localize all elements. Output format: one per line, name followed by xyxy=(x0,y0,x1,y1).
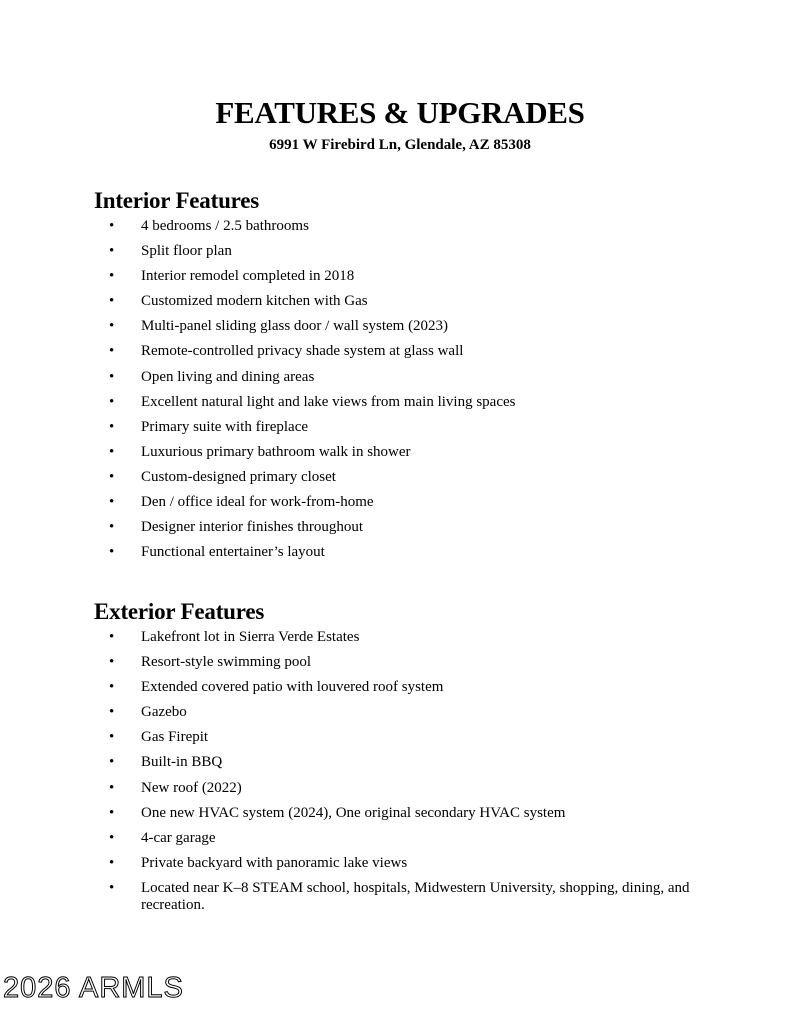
list-item xyxy=(94,780,701,797)
bullet-icon: • xyxy=(109,879,115,896)
list-item xyxy=(94,629,701,646)
list-item-text: Extended covered patio with louvered roof system xyxy=(141,679,444,696)
bullet-icon: • xyxy=(109,268,115,285)
bullet-icon: • xyxy=(109,679,115,696)
list-item-text: Den / office ideal for work-from-home xyxy=(141,494,374,511)
exterior-features-heading: Exterior Features xyxy=(94,599,265,624)
bullet-icon: • xyxy=(109,243,115,260)
list-item xyxy=(94,469,701,486)
list-item xyxy=(94,444,701,461)
list-item xyxy=(94,544,701,561)
list-item-text: Remote-controlled privacy shade system at glass wall xyxy=(141,343,464,360)
list-item-text: Custom-designed primary closet xyxy=(141,468,336,485)
bullet-icon: • xyxy=(109,754,115,771)
bullet-icon: • xyxy=(109,654,115,671)
list-item xyxy=(94,218,701,235)
bullet-icon: • xyxy=(109,854,115,871)
list-item-text: Designer interior finishes throughout xyxy=(141,519,364,536)
list-item xyxy=(94,805,701,822)
list-item xyxy=(94,369,701,386)
list-item-text: One new HVAC system (2024), One original secondary HVAC system xyxy=(141,804,566,821)
list-item-text: Located near K–8 STEAM school, hospitals, Midwestern University, shopping, dining, and recreation. xyxy=(141,879,690,913)
list-item xyxy=(94,855,701,872)
bullet-icon: • xyxy=(109,704,115,721)
bullet-icon: • xyxy=(109,443,115,460)
exterior-features-section xyxy=(94,597,714,922)
bullet-icon: • xyxy=(109,368,115,385)
interior-features-heading: Interior Features xyxy=(94,188,260,213)
list-item-text: 4-car garage xyxy=(141,829,216,846)
list-item xyxy=(94,679,701,696)
list-item-text: Luxurious primary bathroom walk in shower xyxy=(141,443,411,460)
bullet-icon: • xyxy=(109,629,115,645)
list-item-text: Open living and dining areas xyxy=(141,368,315,385)
bullet-icon: • xyxy=(109,494,115,511)
list-item xyxy=(94,293,701,310)
list-item-text: Lakefront lot in Sierra Verde Estates xyxy=(141,629,360,645)
list-item-text: Multi-panel sliding glass door / wall system (2023) xyxy=(141,318,449,335)
copyright-watermark: 2026 ARMLS xyxy=(3,972,184,1004)
list-item-text: Gas Firepit xyxy=(141,729,209,746)
list-item xyxy=(94,654,701,671)
list-item xyxy=(94,268,701,285)
list-item-text: Gazebo xyxy=(141,704,187,721)
list-item xyxy=(94,243,701,260)
bullet-icon: • xyxy=(109,218,115,234)
list-item xyxy=(94,880,701,914)
bullet-icon: • xyxy=(109,829,115,846)
list-item xyxy=(94,830,701,847)
bullet-icon: • xyxy=(109,393,115,410)
list-item xyxy=(94,729,701,746)
list-item-text: Resort-style swimming pool xyxy=(141,654,311,671)
bullet-icon: • xyxy=(109,519,115,536)
bullet-icon: • xyxy=(109,293,115,310)
property-address: 6991 W Firebird Ln, Glendale, AZ 85308 xyxy=(269,137,531,153)
list-item-text: Private backyard with panoramic lake views xyxy=(141,854,408,871)
list-item xyxy=(94,419,701,436)
list-item xyxy=(94,754,701,771)
bullet-icon: • xyxy=(109,779,115,796)
list-item-text: Primary suite with fireplace xyxy=(141,418,309,435)
bullet-icon: • xyxy=(109,468,115,485)
list-item xyxy=(94,494,701,511)
list-item-text: 4 bedrooms / 2.5 bathrooms xyxy=(141,218,309,234)
bullet-icon: • xyxy=(109,544,115,561)
list-item-text: Functional entertainer’s layout xyxy=(141,544,325,561)
interior-features-section xyxy=(94,186,714,569)
bullet-icon: • xyxy=(109,804,115,821)
list-item xyxy=(94,318,701,335)
bullet-icon: • xyxy=(109,729,115,746)
list-item xyxy=(94,343,701,360)
list-item-text: New roof (2022) xyxy=(141,779,242,796)
list-item-text: Excellent natural light and lake views from main living spaces xyxy=(141,393,516,410)
bullet-icon: • xyxy=(109,343,115,360)
interior-features-list xyxy=(94,218,714,561)
list-item-text: Interior remodel completed in 2018 xyxy=(141,268,355,285)
list-item-text: Customized modern kitchen with Gas xyxy=(141,293,368,310)
bullet-icon: • xyxy=(109,418,115,435)
list-item-text: Split floor plan xyxy=(141,243,232,260)
list-item xyxy=(94,519,701,536)
bullet-icon: • xyxy=(109,318,115,335)
exterior-features-list xyxy=(94,629,714,914)
list-item xyxy=(94,394,701,411)
page-title: FEATURES & UPGRADES xyxy=(215,95,585,130)
list-item-text: Built-in BBQ xyxy=(141,754,223,771)
list-item xyxy=(94,704,701,721)
